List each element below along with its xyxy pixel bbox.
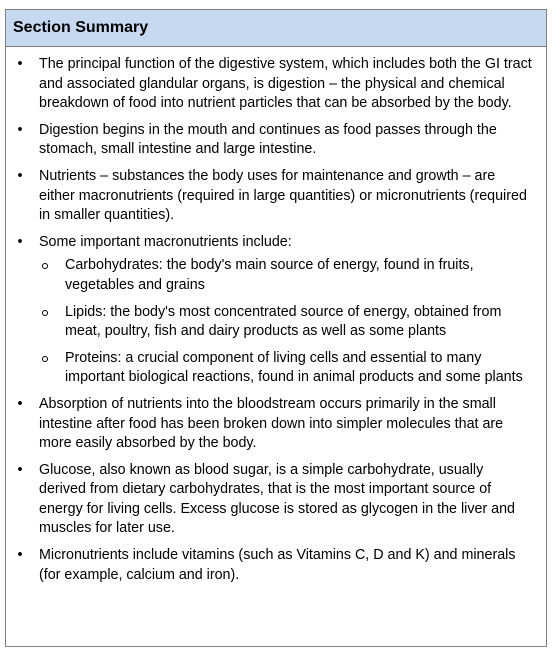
bullet-item (6, 121, 534, 160)
bullet-icon: • (17, 121, 23, 138)
bullet-item (6, 461, 534, 539)
bullet-text: Some important macronutrients include: (39, 233, 292, 250)
sub-bullet-text: Carbohydrates: the body's main source of energy, found in fruits, vegetables and grains (65, 257, 474, 293)
bullet-icon: • (17, 461, 23, 478)
section-title: Section Summary (13, 19, 149, 36)
sub-bullet-item (39, 256, 534, 295)
sub-bullet-text: Proteins: a crucial component of living cells and essential to many important biological reactions, found in animal products and some plants (65, 349, 523, 386)
bullet-item (6, 233, 534, 388)
hollow-circle-bullet-icon (42, 310, 48, 316)
bullet-text: Glucose, also known as blood sugar, is a simple carbohydrate, usually derived from dietary carbohydrates, that is the most important source of energy for living cells. Excess glucose is stored as glycogen in the liver and muscles for later use. (39, 461, 516, 537)
section-summary-box (5, 9, 547, 647)
bullet-item (6, 55, 534, 114)
bullet-text: Absorption of nutrients into the bloodstream occurs primarily in the small intestine after food has been broken down into simpler molecules that are more easily absorbed by the body. (39, 395, 504, 452)
summary-content (6, 47, 546, 585)
sub-bullet-item (39, 303, 534, 342)
sub-bullet-item (39, 349, 534, 388)
bullet-icon: • (17, 56, 23, 72)
bullet-text: Nutrients – substances the body uses for maintenance and growth – are either macronutrients (required in large quantities) or micronutrients (required in smaller quantities). (39, 167, 527, 224)
bullet-icon: • (17, 547, 23, 564)
bullet-text: The principal function of the digestive system, which includes both the GI tract and associated glandular organs, is digestion – the physical and chemical breakdown of food into nutrient particles that can be absorbed by the body. (39, 56, 532, 112)
bullet-item (6, 546, 534, 585)
bullet-icon: • (17, 233, 23, 250)
bullet-item (6, 167, 534, 226)
bullet-text: Digestion begins in the mouth and continues as food passes through the stomach, small intestine and large intestine. (39, 121, 497, 158)
hollow-circle-bullet-icon (42, 356, 48, 362)
bullet-icon: • (17, 167, 23, 184)
macronutrient-sublist (39, 256, 534, 388)
hollow-circle-bullet-icon (42, 263, 48, 269)
bullet-icon: • (17, 395, 23, 412)
bullet-item (6, 395, 534, 454)
summary-bullet-list (6, 47, 546, 585)
section-summary-header (6, 10, 546, 47)
bullet-text: Micronutrients include vitamins (such as Vitamins C, D and K) and minerals (for example, calcium and iron). (39, 547, 516, 583)
sub-bullet-text: Lipids: the body's most concentrated source of energy, obtained from meat, poultry, fish and dairy products as well as some plants (65, 303, 502, 340)
